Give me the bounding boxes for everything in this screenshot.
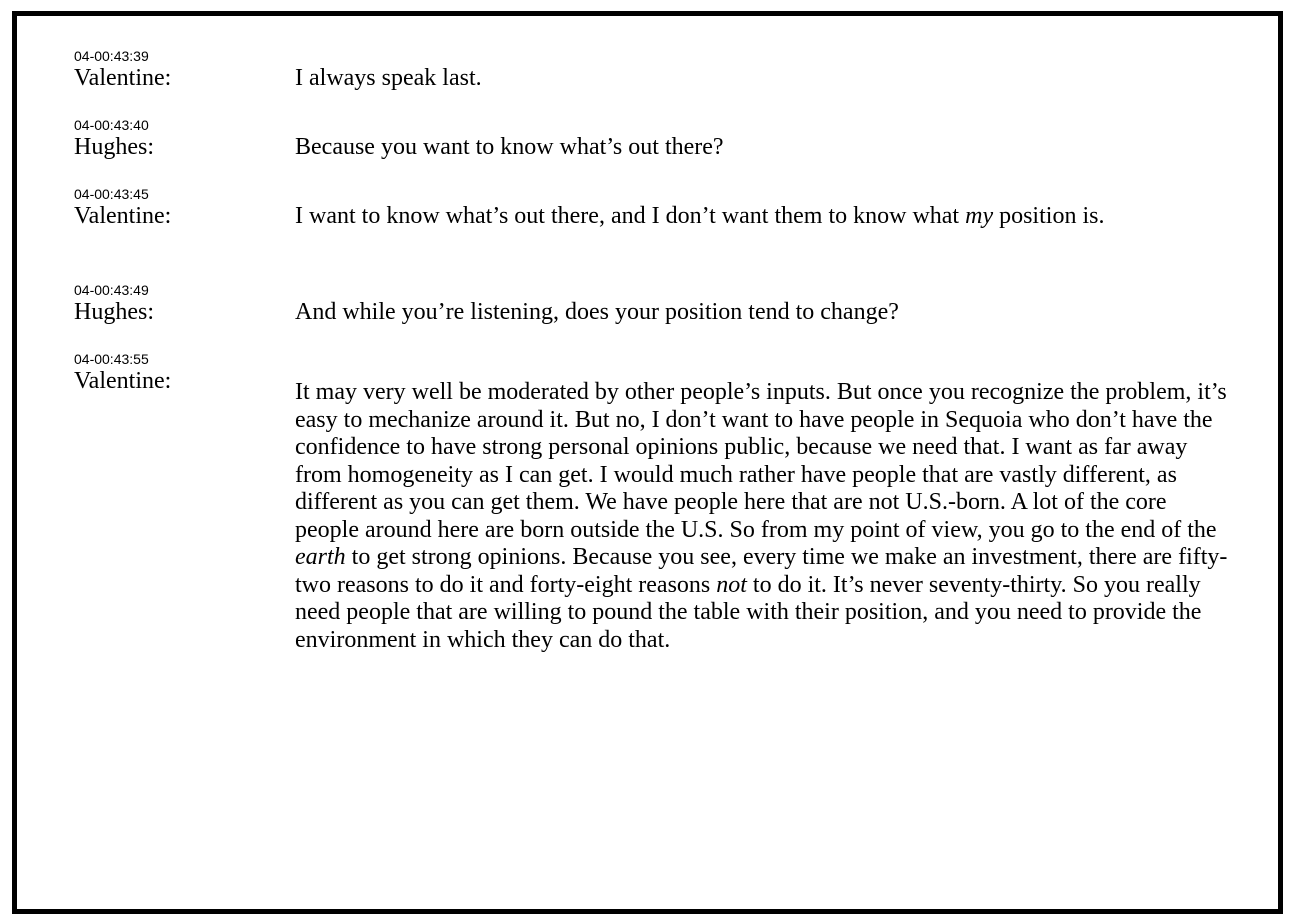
page-frame <box>12 11 1283 914</box>
speech-text <box>295 379 1235 654</box>
transcript-entry-1 <box>74 48 1244 117</box>
speech-segment: And while you’re listening, does your position tend to change? <box>295 299 899 325</box>
timecode: 04-00:43:49 <box>74 282 149 298</box>
speech-segment: to do it. It’s never seventy-thirty. So you really need people that are willing to pound the table with their position, and you need to provide the environment in which they can do that. <box>295 571 1202 653</box>
speech-segment: I always speak last. <box>295 65 482 91</box>
speaker-name: Valentine: <box>74 65 172 91</box>
timecode: 04-00:43:55 <box>74 351 149 367</box>
speech-segment: It may very well be moderated by other people’s inputs. But once you recognize the problem, it’s easy to mechanize around it. But no, I don’t want to have people in Sequoia who don’t have the confidence to have strong personal opinions public, because we need that. I want as far away from homogeneity as I can get. I would much rather have people that are vastly different, as different as you can get them. We have people here that are not U.S.-born. A lot of the core people around here are born outside the U.S. So from my point of view, you go to the end of the <box>295 379 1227 543</box>
transcript-entry-4 <box>74 282 1244 351</box>
speaker-name: Hughes: <box>74 299 154 325</box>
speech-text <box>295 299 1235 327</box>
timecode: 04-00:43:40 <box>74 117 149 133</box>
speaker-name: Hughes: <box>74 134 154 160</box>
transcript <box>74 48 1244 654</box>
speech-segment: to get strong opinions. Because you see, every time we make an investment, there are fifty-two reasons to do it and forty-eight reasons <box>295 544 1228 598</box>
speaker-name: Valentine: <box>74 368 172 394</box>
transcript-entry-5 <box>74 351 1244 654</box>
speech-emphasis: earth <box>295 544 346 570</box>
speech-emphasis: not <box>716 571 747 598</box>
speech-segment: position is. <box>993 203 1105 229</box>
speech-text <box>295 65 1235 93</box>
speech-segment: Because you want to know what’s out there? <box>295 134 724 160</box>
transcript-entry-3 <box>74 186 1244 282</box>
speech-segment: I want to know what’s out there, and I don’t want them to know what <box>295 203 966 229</box>
timecode: 04-00:43:39 <box>74 48 149 64</box>
timecode: 04-00:43:45 <box>74 186 149 202</box>
speech-text <box>295 203 1235 231</box>
speech-emphasis: my <box>965 203 994 229</box>
speech-text <box>295 134 1235 162</box>
speaker-name: Valentine: <box>74 203 172 229</box>
transcript-entry-2 <box>74 117 1244 186</box>
